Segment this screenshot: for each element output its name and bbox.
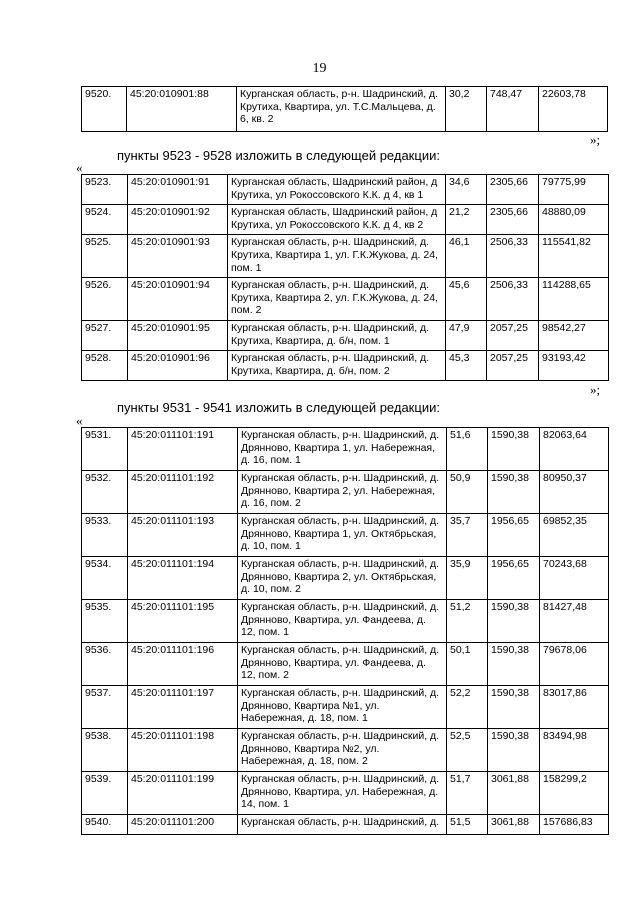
table-row bbox=[82, 320, 609, 350]
cell-code: 45:20:011101:197 bbox=[128, 686, 238, 729]
cell-code: 45:20:011101:193 bbox=[128, 514, 238, 557]
cell-code: 45:20:011101:199 bbox=[128, 772, 238, 815]
cell-price: 2506,33 bbox=[487, 235, 539, 278]
cell-num: 9524. bbox=[82, 205, 128, 235]
cell-total: 114288,65 bbox=[539, 278, 609, 321]
table-row bbox=[82, 235, 609, 278]
table-row bbox=[82, 87, 608, 132]
cell-area: 52,5 bbox=[447, 729, 488, 772]
cell-num: 9525. bbox=[82, 235, 128, 278]
cell-code: 45:20:010901:91 bbox=[128, 175, 228, 205]
cell-address: Курганская область, р-н. Шадринский, д. Крутиха, Квартира 2, ул. Г.К.Жукова, д. 24, пом. 2 bbox=[228, 278, 446, 321]
table-row bbox=[82, 729, 609, 772]
opening-quote: « bbox=[76, 160, 83, 175]
cell-address: Курганская область, Шадринский район, д Крутиха, ул Рокоссовского К.К. д 4, кв 1 bbox=[228, 175, 446, 205]
table-row bbox=[82, 428, 609, 471]
cell-num: 9528. bbox=[82, 351, 128, 381]
cell-code: 45:20:011101:192 bbox=[128, 471, 238, 514]
table-row bbox=[82, 278, 609, 321]
cell-price: 1590,38 bbox=[488, 729, 540, 772]
cell-num: 9535. bbox=[82, 600, 128, 643]
cell-num: 9533. bbox=[82, 514, 128, 557]
cell-num: 9526. bbox=[82, 278, 128, 321]
cell-address: Курганская область, р-н. Шадринский, д. Дрянново, Квартира 2, ул. Набережная, д. 16, пом. 2 bbox=[238, 471, 447, 514]
cell-price: 1590,38 bbox=[488, 428, 540, 471]
page-number: 19 bbox=[312, 61, 327, 76]
cell-code: 45:20:011101:191 bbox=[128, 428, 238, 471]
cell-code: 45:20:010901:95 bbox=[128, 320, 228, 350]
cell-code: 45:20:010901:96 bbox=[128, 351, 228, 381]
cell-total: 81427,48 bbox=[540, 600, 609, 643]
cell-price: 2506,33 bbox=[487, 278, 539, 321]
cell-num: 9538. bbox=[82, 729, 128, 772]
cell-total: 115541,82 bbox=[539, 235, 609, 278]
cell-total: 83494,98 bbox=[540, 729, 609, 772]
cell-address: Курганская область, р-н. Шадринский, д. Дрянново, Квартира №2, ул. Набережная, д. 18, пом. 2 bbox=[238, 729, 447, 772]
cell-address: Курганская область, р-н. Шадринский, д. Крутиха, Квартира, д. б/н, пом. 2 bbox=[228, 351, 446, 381]
cell-area: 46,1 bbox=[446, 235, 487, 278]
cell-code: 45:20:011101:198 bbox=[128, 729, 238, 772]
cell-price: 2305,66 bbox=[487, 175, 539, 205]
table-row bbox=[82, 686, 609, 729]
cell-price: 1956,65 bbox=[488, 514, 540, 557]
cell-num: 9536. bbox=[82, 643, 128, 686]
cell-address: Курганская область, р-н. Шадринский, д. Крутиха, Квартира, ул. Т.С.Мальцева, д. 6, кв. 2 bbox=[237, 87, 446, 132]
cell-code: 45:20:010901:92 bbox=[128, 205, 228, 235]
cell-total: 93193,42 bbox=[539, 351, 609, 381]
opening-quote: « bbox=[76, 413, 83, 428]
cell-total: 79678,06 bbox=[540, 643, 609, 686]
cell-code: 45:20:011101:195 bbox=[128, 600, 238, 643]
cell-price: 1590,38 bbox=[488, 643, 540, 686]
cell-address: Курганская область, р-н. Шадринский, д. Дрянново, Квартира, ул. Набережная, д. 14, пом. 1 bbox=[238, 772, 447, 815]
cell-total: 22603,78 bbox=[539, 87, 608, 132]
cell-address: Курганская область, р-н. Шадринский, д. Дрянново, Квартира 1, ул. Октябрьская, д. 10, пом. 1 bbox=[238, 514, 447, 557]
cell-total: 80950,37 bbox=[540, 471, 609, 514]
cell-price: 1590,38 bbox=[488, 600, 540, 643]
cell-area: 47,9 bbox=[446, 320, 487, 350]
cell-total: 79775,99 bbox=[539, 175, 609, 205]
cell-address: Курганская область, Шадринский район, д Крутиха, ул Рокоссовского К.К. д 4, кв 2 bbox=[228, 205, 446, 235]
cell-area: 51,6 bbox=[447, 428, 488, 471]
cell-area: 45,6 bbox=[446, 278, 487, 321]
table-row bbox=[82, 772, 609, 815]
cell-total: 69852,35 bbox=[540, 514, 609, 557]
cell-price: 2057,25 bbox=[487, 351, 539, 381]
amendment-instruction: пункты 9531 - 9541 изложить в следующей редакции: bbox=[117, 400, 440, 415]
cell-price: 1956,65 bbox=[488, 557, 540, 600]
cell-area: 50,9 bbox=[447, 471, 488, 514]
amendment-instruction: пункты 9523 - 9528 изложить в следующей редакции: bbox=[117, 148, 440, 163]
table-row bbox=[82, 557, 609, 600]
cell-code: 45:20:011101:194 bbox=[128, 557, 238, 600]
cell-total: 82063,64 bbox=[540, 428, 609, 471]
cell-price: 2057,25 bbox=[487, 320, 539, 350]
cell-price: 1590,38 bbox=[488, 471, 540, 514]
table-row bbox=[82, 600, 609, 643]
cell-area: 45,3 bbox=[446, 351, 487, 381]
table-row bbox=[82, 643, 609, 686]
table-row bbox=[82, 815, 609, 835]
cell-total: 98542,27 bbox=[539, 320, 609, 350]
cell-total: 48880,09 bbox=[539, 205, 609, 235]
cell-price: 1590,38 bbox=[488, 686, 540, 729]
cell-num: 9539. bbox=[82, 772, 128, 815]
cell-num: 9534. bbox=[82, 557, 128, 600]
cell-code: 45:20:011101:200 bbox=[128, 815, 238, 835]
table-row bbox=[82, 514, 609, 557]
table-row bbox=[82, 175, 609, 205]
cell-area: 35,9 bbox=[447, 557, 488, 600]
cell-area: 51,5 bbox=[447, 815, 488, 835]
table-row bbox=[82, 205, 609, 235]
cell-area: 35,7 bbox=[447, 514, 488, 557]
cell-area: 30,2 bbox=[446, 87, 487, 132]
cell-code: 45:20:011101:196 bbox=[128, 643, 238, 686]
cell-num: 9523. bbox=[82, 175, 128, 205]
cell-address: Курганская область, р-н. Шадринский, д. Дрянново, Квартира, ул. Фандеева, д. 12, пом. 1 bbox=[238, 600, 447, 643]
cell-price: 3061,88 bbox=[488, 772, 540, 815]
cell-total: 83017,86 bbox=[540, 686, 609, 729]
closing-quote: »; bbox=[590, 132, 601, 147]
cell-price: 2305,66 bbox=[487, 205, 539, 235]
cell-area: 51,7 bbox=[447, 772, 488, 815]
table-row bbox=[82, 351, 609, 381]
cell-code: 45:20:010901:93 bbox=[128, 235, 228, 278]
property-table-3 bbox=[81, 427, 609, 835]
cell-area: 21,2 bbox=[446, 205, 487, 235]
cell-address: Курганская область, р-н. Шадринский, д. bbox=[238, 815, 447, 835]
cell-address: Курганская область, р-н. Шадринский, д. Дрянново, Квартира №1, ул. Набережная, д. 18, пом. 1 bbox=[238, 686, 447, 729]
cell-price: 748,47 bbox=[487, 87, 539, 132]
table-row bbox=[82, 471, 609, 514]
cell-num: 9540. bbox=[82, 815, 128, 835]
cell-num: 9520. bbox=[82, 87, 127, 132]
cell-address: Курганская область, р-н. Шадринский, д. Дрянново, Квартира 1, ул. Набережная, д. 16, пом. 1 bbox=[238, 428, 447, 471]
cell-code: 45:20:010901:94 bbox=[128, 278, 228, 321]
cell-num: 9532. bbox=[82, 471, 128, 514]
cell-address: Курганская область, р-н. Шадринский, д. Крутиха, Квартира, д. б/н, пом. 1 bbox=[228, 320, 446, 350]
cell-area: 52,2 bbox=[447, 686, 488, 729]
cell-address: Курганская область, р-н. Шадринский, д. Крутиха, Квартира 1, ул. Г.К.Жукова, д. 24, пом. 1 bbox=[228, 235, 446, 278]
cell-area: 51,2 bbox=[447, 600, 488, 643]
property-table-1 bbox=[81, 86, 608, 132]
cell-area: 34,6 bbox=[446, 175, 487, 205]
cell-total: 158299,2 bbox=[540, 772, 609, 815]
cell-code: 45:20:010901:88 bbox=[127, 87, 237, 132]
cell-num: 9531. bbox=[82, 428, 128, 471]
cell-address: Курганская область, р-н. Шадринский, д. Дрянново, Квартира, ул. Фандеева, д. 12, пом. 2 bbox=[238, 643, 447, 686]
cell-area: 50,1 bbox=[447, 643, 488, 686]
closing-quote: »; bbox=[590, 382, 601, 397]
cell-num: 9527. bbox=[82, 320, 128, 350]
cell-total: 70243,68 bbox=[540, 557, 609, 600]
cell-num: 9537. bbox=[82, 686, 128, 729]
property-table-2 bbox=[81, 174, 609, 381]
cell-total: 157686,83 bbox=[540, 815, 609, 835]
cell-address: Курганская область, р-н. Шадринский, д. Дрянново, Квартира 2, ул. Октябрьская, д. 10, пом. 2 bbox=[238, 557, 447, 600]
cell-price: 3061,88 bbox=[488, 815, 540, 835]
